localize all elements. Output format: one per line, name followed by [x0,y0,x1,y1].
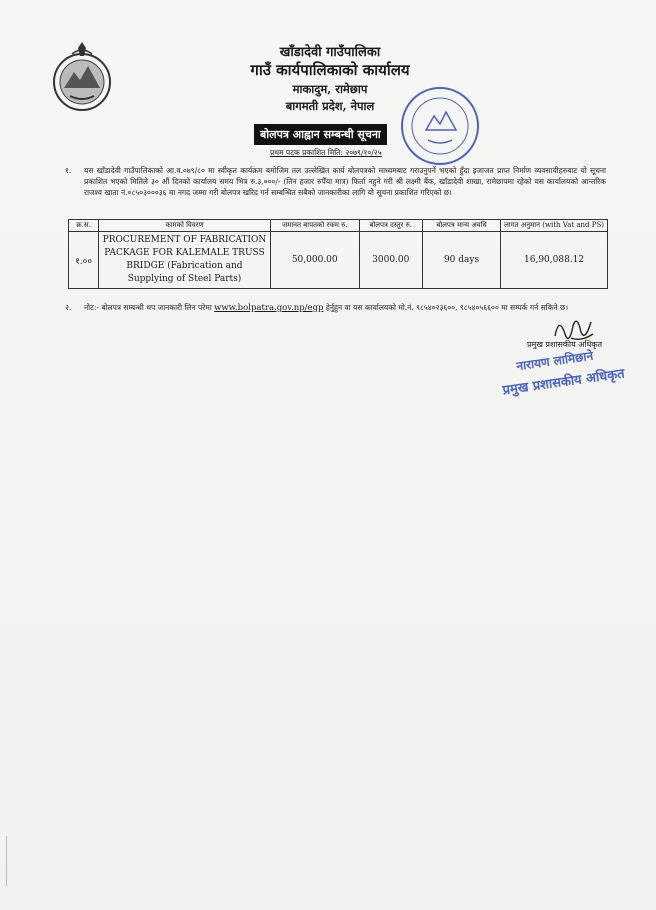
table-header-row [69,220,608,232]
paragraph-1-text: यस खाँडादेवी गाउँपालिकाको आ.व.०७९/८० मा स्वीकृत कार्यक्रम बमोजिम तल उल्लेखित कार्य बोलपत्रको माध्यमबाट गराउनुपर्ने भएको हुँदा इजाजत प्राप्त निर्माण व्यवसायीहरुबाट यो सूचना प्रकाशित भएको मितिले ३० औं दिनको कार्यालय समय भित्र रु.३,०००/- (तिन हजार रुपैँया मात्र) फिर्ता नहुने गरी श्री लक्ष्मी बैंक, खाँडादेवी शाखा, रामेछापमा रहेको यस कार्यालयको आन्तरिक राजश्व खाता नं.०८५०३०००३६ मा नगद जम्मा गरी बोलपत्र खरिद गर्न सम्बन्धित सबैको जानकारीका लागि यो सूचना प्रकाशित गरिएको छ। [84,166,606,197]
header-validity: बोलपत्र मान्य अवधि [422,220,500,232]
notice-title: बोलपत्र आह्वान सम्बन्धी सूचना [254,124,387,145]
office-address: माकादुम, रामेछाप [292,82,368,96]
cell-estimate: 16,90,088.12 [501,232,608,289]
signatory-stamp-name: नारायण लामिछाने [515,348,594,374]
note-prefix: नोट:- बोलपत्र सम्बन्धी थप जानकारी लिन परेमा [84,303,212,312]
office-name: गाउँ कार्यपालिकाको कार्यालय [250,61,410,79]
paragraph-2-text [84,302,584,314]
header-description: कामको विवरण [99,220,271,232]
header-estimate: लागत अनुमान (with Vat and PS) [501,220,608,232]
publication-date: प्रथम पटक प्रकाशित मिति: २०७९/१०/२५ [270,148,382,157]
bolpatra-link[interactable]: www.bolpatra.gov.np/egp [214,303,324,313]
signatory-title: प्रमुख प्रशासकीय अधिकृत [527,340,603,349]
nepal-emblem-logo [50,42,114,114]
paper-crease [0,836,7,886]
header-sn: क्र.स. [69,220,99,232]
header-bid-fee: बोलपत्र दस्तुर रु. [359,220,422,232]
cell-validity: 90 days [422,232,500,289]
paragraph-2-number: २. [65,303,72,312]
municipality-name: खाँडादेवी गाउँपालिका [279,45,381,60]
header-bid-security: जमानत बापतको रकम रु. [270,220,359,232]
paragraph-1-number: १. [65,166,72,175]
note-suffix: हेर्नुहुन वा यस कार्यालयको मो.नं. ९८५४०२३६००, ९८५४०५६६०० मा सम्पर्क गर्न सकिने छ। [325,303,569,312]
cell-sn: १.०० [69,232,99,289]
cell-bid-security: 50,000.00 [270,232,359,289]
signatory-stamp-title: प्रमुख प्रशासकीय अधिकृत [501,366,626,399]
cell-bid-fee: 3000.00 [359,232,422,289]
province-name: बागमती प्रदेश, नेपाल [285,99,375,113]
table-row [69,232,608,289]
office-round-stamp [398,82,482,178]
cell-description: PROCUREMENT OF FABRICATION PACKAGE FOR KALEMALE TRUSS BRIDGE (Fabrication and Supplying of Steel Parts) [99,232,271,289]
tender-table [68,219,608,289]
